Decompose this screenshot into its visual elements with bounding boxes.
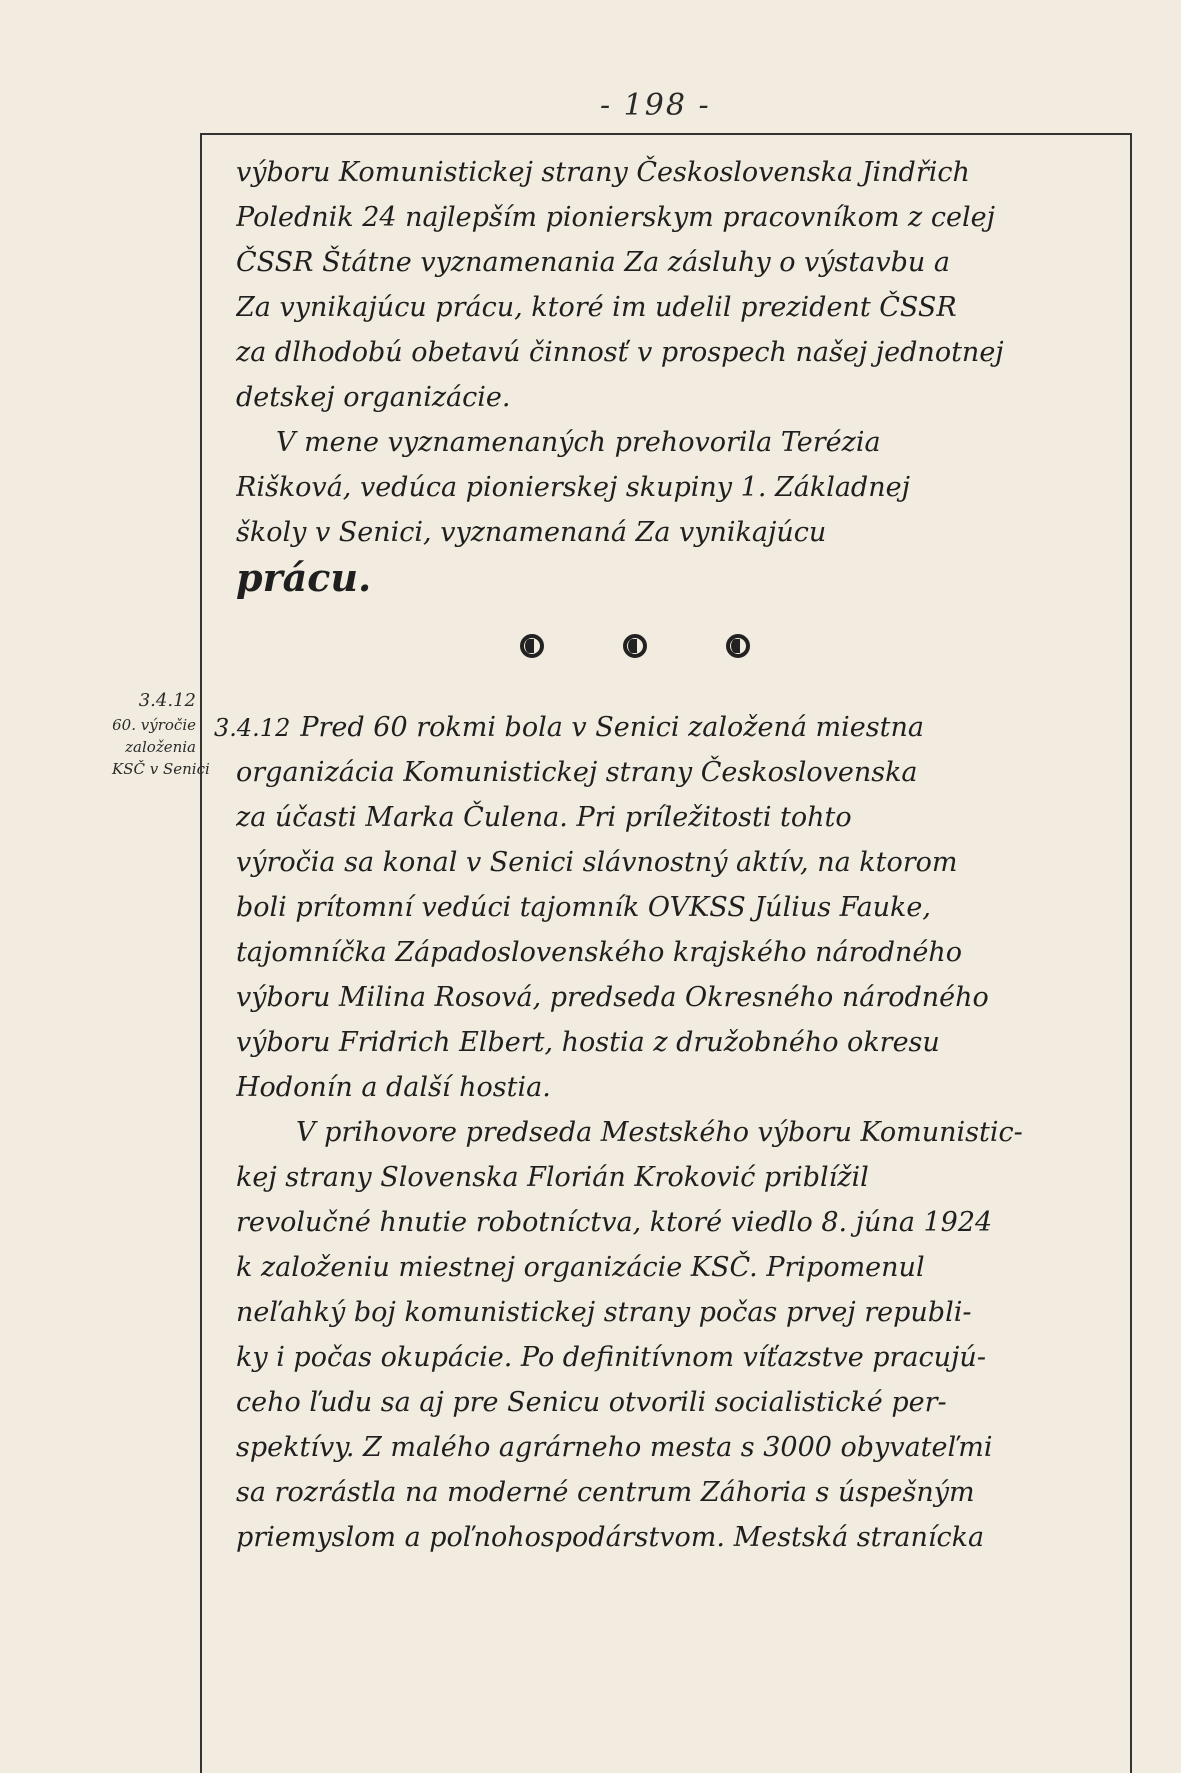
text-line: neľahký boj komunistickej strany počas prvej republi- [236,1297,972,1328]
text-line: detskej organizácie. [236,382,511,413]
text-line: prácu. [236,555,372,600]
text-line: výboru Komunistickej strany Československa Jindřich [236,157,970,188]
text-line: V mene vyznamenaných prehovorila Terézia [276,427,881,458]
text-line: školy v Senici, vyznamenaná Za vynikajúcu [236,517,827,548]
margin-note-line: 60. výročie [112,716,196,734]
text-line: sa rozrástla na moderné centrum Záhoria s úspešným [236,1477,975,1508]
text-line: Rišková, vedúca pionierskej skupiny 1. Základnej [236,472,910,503]
separator-dot-icon [726,634,750,658]
text-line: Polednik 24 najlepším pionierskym pracovníkom z celej [236,202,995,233]
text-line [214,705,1116,750]
separator-dot-icon [520,634,544,658]
section-1-text [236,150,1116,600]
text-line: priemyslom a poľnohospodárstvom. Mestská stranícka [236,1522,985,1553]
margin-note-line: založenia [125,738,196,756]
text-line: ceho ľudu sa aj pre Senicu otvorili socialistické per- [236,1387,947,1418]
entry-date: 3.4.12 [214,714,291,742]
text-line: výboru Milina Rosová, predseda Okresného národného [236,982,989,1013]
text-line: organizácia Komunistickej strany Československa [236,757,918,788]
text-line: tajomníčka Západoslovenského krajského národného [236,937,963,968]
section-separator [520,634,750,658]
text-line-content: Pred 60 rokmi bola v Senici založená miestna [300,712,924,743]
text-line: výboru Fridrich Elbert, hostia z družobného okresu [236,1027,940,1058]
text-line: za dlhodobú obetavú činnosť v prospech našej jednotnej [236,337,1004,368]
margin-note-line: KSČ v Senici [112,760,210,778]
text-line: Za vynikajúcu prácu, ktoré im udelil prezident ČSSR [236,292,957,323]
text-line: výročia sa konal v Senici slávnostný aktív, na ktorom [236,847,958,878]
page-number: - 198 - [600,88,711,123]
text-line: za účasti Marka Čulena. Pri príležitosti tohto [236,802,852,833]
separator-dot-icon [623,634,647,658]
margin-note [112,690,210,780]
text-line: ČSSR Štátne vyznamenania Za zásluhy o výstavbu a [236,247,950,278]
text-line: spektívy. Z malého agrárneho mesta s 3000 obyvateľmi [236,1432,993,1463]
text-line: revolučné hnutie robotníctva, ktoré viedlo 8. júna 1924 [236,1207,993,1238]
margin-note-date: 3.4.12 [138,690,196,711]
text-line: boli prítomní vedúci tajomník OVKSS Július Fauke, [236,892,931,923]
section-2-text [214,705,1116,1560]
text-line: Hodonín a další hostia. [236,1072,551,1103]
text-line: ky i počas okupácie. Po definitívnom víťazstve pracujú- [236,1342,986,1373]
text-line: k založeniu miestnej organizácie KSČ. Pripomenul [236,1252,925,1283]
text-line: V prihovore predseda Mestského výboru Komunistic- [296,1117,1023,1148]
text-line: kej strany Slovenska Florián Kroković priblížil [236,1162,869,1193]
